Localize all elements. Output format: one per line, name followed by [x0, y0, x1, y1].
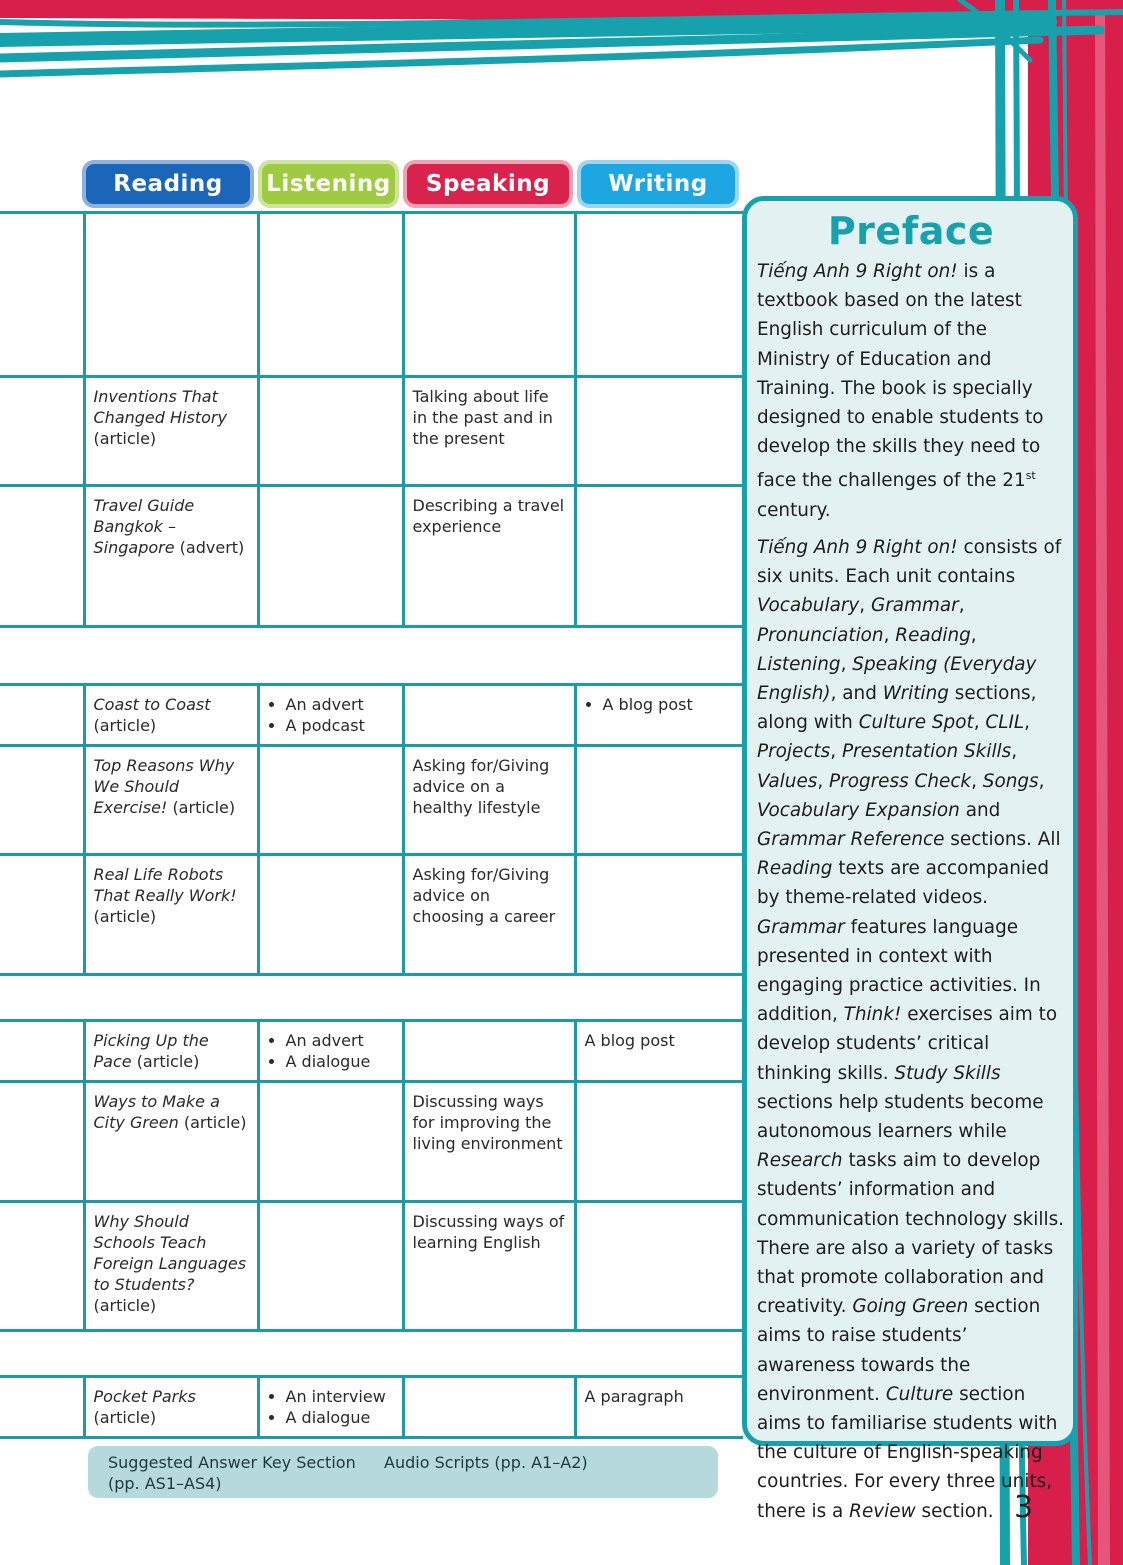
section-name: Listening: [757, 653, 841, 675]
table-cell: [84, 213, 258, 377]
section-name: Study Skills: [894, 1062, 1001, 1084]
preface-text: section.: [921, 1500, 994, 1522]
tab-reading-label: Reading: [113, 171, 223, 197]
listening-item: • An advert: [286, 1030, 394, 1051]
reading-title: Travel Guide Bangkok – Singapore: [93, 496, 195, 557]
table-cell: [0, 627, 743, 685]
section-name: Writing: [882, 682, 949, 704]
reading-title: Picking Up the Pace: [93, 1031, 209, 1071]
reading-type: (article): [93, 1408, 157, 1427]
table-row: [0, 1021, 743, 1082]
section-name: Going Green: [852, 1296, 969, 1318]
tab-listening-label: Listening: [266, 171, 391, 197]
reading-title: Inventions That Changed History: [93, 387, 227, 427]
reading-title: Coast to Coast: [93, 695, 211, 714]
reading-cell: [84, 746, 258, 855]
table-row: [0, 975, 743, 1021]
tab-speaking-label: Speaking: [425, 171, 551, 197]
speaking-cell: [403, 1082, 575, 1202]
speaking-text: Discussing ways for improving the living environment: [412, 1092, 563, 1153]
writing-cell: [575, 1021, 743, 1082]
reading-type: (advert): [179, 538, 245, 557]
speaking-cell: [403, 486, 575, 627]
section-name: Songs: [982, 770, 1039, 792]
listening-item: • An interview: [286, 1386, 394, 1407]
preface-text: section aims to familiarise students with the culture of English-speaking countries. For every three units, there is a: [757, 1383, 1058, 1522]
preface-text: 21: [1002, 470, 1026, 492]
table-cell: [0, 213, 84, 377]
section-name: Values: [757, 770, 818, 792]
table-row: [0, 746, 743, 855]
table-cell: [0, 746, 84, 855]
writing-cell: [575, 486, 743, 627]
audio-scripts-label: Audio Scripts (pp. A1–A2): [384, 1453, 588, 1472]
reading-cell: [84, 1202, 258, 1331]
table-row: [0, 377, 743, 486]
reading-cell: [84, 486, 258, 627]
reading-cell: [84, 685, 258, 746]
listening-item: • A dialogue: [286, 1407, 394, 1428]
table-cell: [0, 1202, 84, 1331]
table-row: [0, 1082, 743, 1202]
listening-cell: [258, 855, 403, 975]
writing-cell: [575, 746, 743, 855]
speaking-cell: [403, 377, 575, 486]
table-cell: [575, 213, 743, 377]
listening-cell: [258, 1202, 403, 1331]
table-cell: [403, 213, 575, 377]
writing-cell: [575, 855, 743, 975]
listening-cell: [258, 1021, 403, 1082]
preface-title: Preface: [827, 209, 995, 253]
speaking-text: Talking about life in the past and in the present: [412, 387, 553, 448]
writing-cell: [575, 377, 743, 486]
preface-text: texts are accompanied by theme-related videos.: [757, 858, 1050, 909]
writing-cell: [575, 685, 743, 746]
reading-title: Real Life Robots That Really Work!: [93, 865, 237, 905]
table-cell: [0, 1082, 84, 1202]
section-name: Grammar: [871, 595, 959, 617]
table-row: [0, 1202, 743, 1331]
table-cell: [0, 855, 84, 975]
preface-text: , and: [830, 682, 877, 704]
reading-cell: [84, 1021, 258, 1082]
preface-text: features language presented in context with engaging practice activities. In addition,: [757, 916, 1041, 1026]
book-title: Tiếng Anh 9 Right on!: [757, 261, 958, 282]
speaking-text: Asking for/Giving advice on choosing a career: [412, 865, 556, 926]
table-cell: [0, 685, 84, 746]
tab-listening: [258, 160, 399, 208]
table-cell: [0, 975, 743, 1021]
reading-title: Pocket Parks: [93, 1387, 196, 1406]
preface-text: century.: [757, 499, 831, 521]
section-name: Culture: [885, 1383, 954, 1405]
contents-table: [0, 211, 743, 1439]
speaking-cell: [403, 1377, 575, 1438]
writing-cell: [575, 1082, 743, 1202]
listening-item: • A dialogue: [286, 1051, 394, 1072]
section-name: Speaking (Everyday English): [757, 653, 1037, 704]
page-number: 3: [1014, 1490, 1034, 1525]
reading-title: Ways to Make a City Green: [93, 1092, 220, 1132]
table-cell: [0, 1377, 84, 1438]
preface-text: is a textbook based on the latest English curriculum of the Ministry of Education and Training. The book is specially designed to enable students to develop the skills they need to face the challenges of the: [757, 261, 1044, 492]
table-row: [0, 627, 743, 685]
table-cell: [0, 377, 84, 486]
preface-paragraph-1: [757, 257, 1065, 525]
tab-writing: [577, 160, 739, 208]
reading-type: (article): [93, 907, 157, 926]
listening-cell: [258, 1377, 403, 1438]
writing-cell: [575, 1202, 743, 1331]
table-row: [0, 1377, 743, 1438]
book-title: Tiếng Anh 9 Right on!: [757, 536, 958, 558]
table-row: [0, 685, 743, 746]
section-name: Reading: [895, 624, 971, 646]
section-name: Grammar: [757, 916, 845, 938]
table-cell: [258, 213, 403, 377]
section-name: Think!: [843, 1004, 902, 1026]
preface-text: exercises aim to develop students’ critical thinking skills.: [757, 1004, 1058, 1084]
section-name: Presentation Skills: [841, 741, 1012, 763]
listening-cell: [258, 746, 403, 855]
writing-text: A paragraph: [584, 1387, 684, 1406]
table-row: [0, 1331, 743, 1377]
preface-text: section aims to raise students’ awareness towards the environment.: [757, 1296, 1041, 1405]
speaking-cell: [403, 746, 575, 855]
reading-type: (article): [172, 798, 236, 817]
speaking-cell: [403, 1202, 575, 1331]
reading-type: (article): [93, 1296, 157, 1315]
reading-cell: [84, 855, 258, 975]
reading-type: (article): [136, 1052, 200, 1071]
tab-reading: [82, 160, 254, 208]
table-cell: [0, 1331, 743, 1377]
section-name: Culture Spot: [858, 712, 974, 734]
writing-cell: [575, 1377, 743, 1438]
reading-cell: [84, 377, 258, 486]
preface-text: sections help students become autonomous learners while: [757, 1091, 1044, 1143]
listening-cell: [258, 1082, 403, 1202]
listening-cell: [258, 377, 403, 486]
preface-text: sections. All: [950, 828, 1061, 850]
section-name: Pronunciation: [757, 624, 884, 646]
section-name: Vocabulary: [757, 595, 860, 617]
tab-writing-label: Writing: [608, 171, 708, 197]
preface-text: sections, along with: [757, 682, 1037, 734]
table-cell: [0, 1021, 84, 1082]
speaking-text: Describing a travel experience: [412, 496, 565, 536]
section-name: Review: [849, 1500, 916, 1522]
preface-text: and: [965, 799, 1001, 821]
section-name: Research: [757, 1150, 843, 1172]
reading-title: Top Reasons Why We Should Exercise!: [93, 756, 235, 817]
table-row: [0, 213, 743, 377]
table-row: [0, 855, 743, 975]
reading-type: (article): [93, 716, 157, 735]
speaking-cell: [403, 1021, 575, 1082]
speaking-text: Asking for/Giving advice on a healthy lifestyle: [412, 756, 550, 817]
section-name: Grammar Reference: [757, 828, 945, 850]
reading-type: (article): [93, 429, 157, 448]
writing-text: A blog post: [584, 1031, 675, 1050]
listening-item: • A podcast: [286, 715, 394, 736]
speaking-cell: [403, 685, 575, 746]
speaking-cell: [403, 855, 575, 975]
table-row: [0, 486, 743, 627]
appendix-bar: [88, 1446, 718, 1498]
preface-paragraph-2: Tiếng Anh 9 Right on! consists of six units. Each unit contains Vocabulary, Grammar, Pronunciation, Reading, Listening, Speaking (Everyday English), and Writing sections, along with Culture Spot, CLIL, Projects, Presentation Skills, Values, Progress Check, Songs, Vocabulary Expansion and Grammar Reference sections. All Reading texts are accompanied by theme-related videos. Grammar features language presented in context with engaging practice activities. In addition, Think! exercises aim to develop students’ critical thinking skills. Study Skills sections help students become autonomous learners while Research tasks aim to develop students’ information and communication technology skills. There are also a variety of tasks that promote collaboration and creativity. Going Green section aims to raise students’ awareness towards the environment. Culture section aims to familiarise students with the culture of English-speaking countries. For every three units, there is a Review section.: [757, 536, 1065, 1522]
preface-text: consists of six units. Each unit contains: [757, 536, 1062, 588]
table-cell: [0, 486, 84, 627]
section-name: Progress Check: [829, 770, 972, 792]
listening-cell: [258, 685, 403, 746]
reading-cell: [84, 1082, 258, 1202]
reading-type: (article): [183, 1113, 247, 1132]
section-name: Projects: [757, 741, 831, 763]
preface-text: tasks aim to develop students’ information and communication technology skills. There are also a variety of tasks that promote collaboration and creativity.: [757, 1150, 1065, 1318]
writing-item: • A blog post: [603, 694, 736, 715]
listening-item: • An advert: [286, 694, 394, 715]
section-name: CLIL: [985, 712, 1025, 734]
section-name: Vocabulary Expansion: [757, 799, 960, 821]
tab-speaking: [403, 160, 573, 208]
reading-title: Why Should Schools Teach Foreign Languages to Students?: [93, 1212, 247, 1294]
preface-box: [742, 196, 1078, 1522]
reading-cell: [84, 1377, 258, 1438]
section-name: Reading: [757, 858, 833, 880]
answer-key-label: Suggested Answer Key Section (pp. AS1–AS4): [108, 1453, 356, 1493]
speaking-text: Discussing ways of learning English: [412, 1212, 565, 1252]
listening-cell: [258, 486, 403, 627]
preface-text: st: [1025, 469, 1036, 483]
